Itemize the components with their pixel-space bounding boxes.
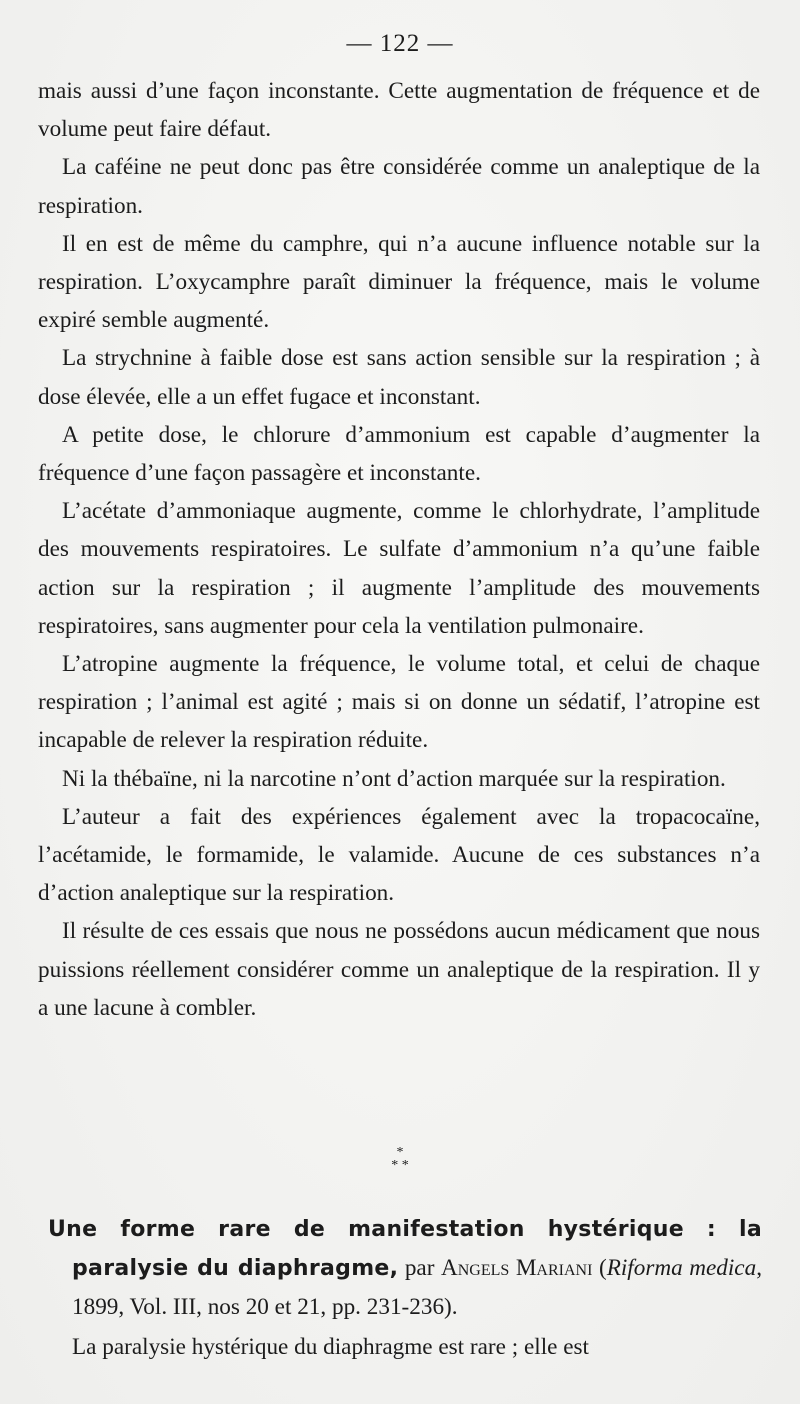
paragraph: A petite dose, le chlorure d’ammonium est capable d’augmenter la fréquence d’une façon passagère et inconstante.	[38, 421, 760, 487]
paragraph: La caféine ne peut donc pas être considérée comme un analeptique de la respiration.	[38, 154, 760, 219]
article-heading	[48, 1210, 762, 1326]
article-lead-paragraph: La paralysie hystérique du diaphragme est rare ; elle est	[72, 1334, 589, 1360]
article-by: par	[398, 1255, 441, 1281]
article-author: Angels Mariani	[440, 1255, 593, 1281]
paragraph: L’atropine augmente la fréquence, le volume total, et celui de chaque respiration ; l’animal est agité ; mais si on donne un sédatif, l’atropine est incapable de relever la respiration réduite.	[38, 651, 760, 754]
section-separator	[0, 1146, 800, 1172]
paragraph: mais aussi d’une façon inconstante. Cette augmentation de fréquence et de volume peut faire défaut.	[38, 78, 760, 143]
main-text	[38, 72, 760, 1027]
article-review	[48, 1210, 762, 1366]
separator-stars: * * *	[391, 1145, 409, 1173]
article-journal: Riforma medica	[606, 1255, 757, 1281]
article-citation: , 1899, Vol. III, nos 20 et 21, pp. 231-236).	[72, 1255, 762, 1320]
paragraph: Il en est de même du camphre, qui n’a aucune influence notable sur la respiration. L’oxycamphre paraît diminuer la fréquence, mais le volume expiré semble augmenté.	[38, 230, 760, 334]
citation-open: (	[592, 1255, 607, 1281]
paragraph: Il résulte de ces essais que nous ne possédons aucun médicament que nous puissions réellement considérer comme un analeptique de la respiration. Il y a une lacune à combler.	[38, 918, 760, 1021]
page-number: — 122 —	[346, 30, 454, 57]
paragraph: Ni la thébaïne, ni la narcotine n’ont d’action marquée sur la respiration.	[62, 765, 726, 792]
paragraph: La strychnine à faible dose est sans action sensible sur la respiration ; à dose élevée, elle a un effet fugace et inconstant.	[38, 345, 760, 410]
article-title: Une forme rare de manifestation hystérique : la paralysie du diaphragme,	[48, 1217, 762, 1281]
paragraph: L’acétate d’ammoniaque augmente, comme le chlorhydrate, l’amplitude des mouvements respiratoires. Le sulfate d’ammonium n’a qu’une faible action sur la respiration ; il augmente l’amplitude des mouvements respiratoires, sans augmenter pour cela la ventilation pulmonaire.	[38, 498, 760, 639]
paragraph: L’auteur a fait des expériences également avec la tropacocaïne, l’acétamide, le formamide, le valamide. Aucune de ces substances n’a d’action analeptique sur la respiration.	[38, 803, 760, 907]
